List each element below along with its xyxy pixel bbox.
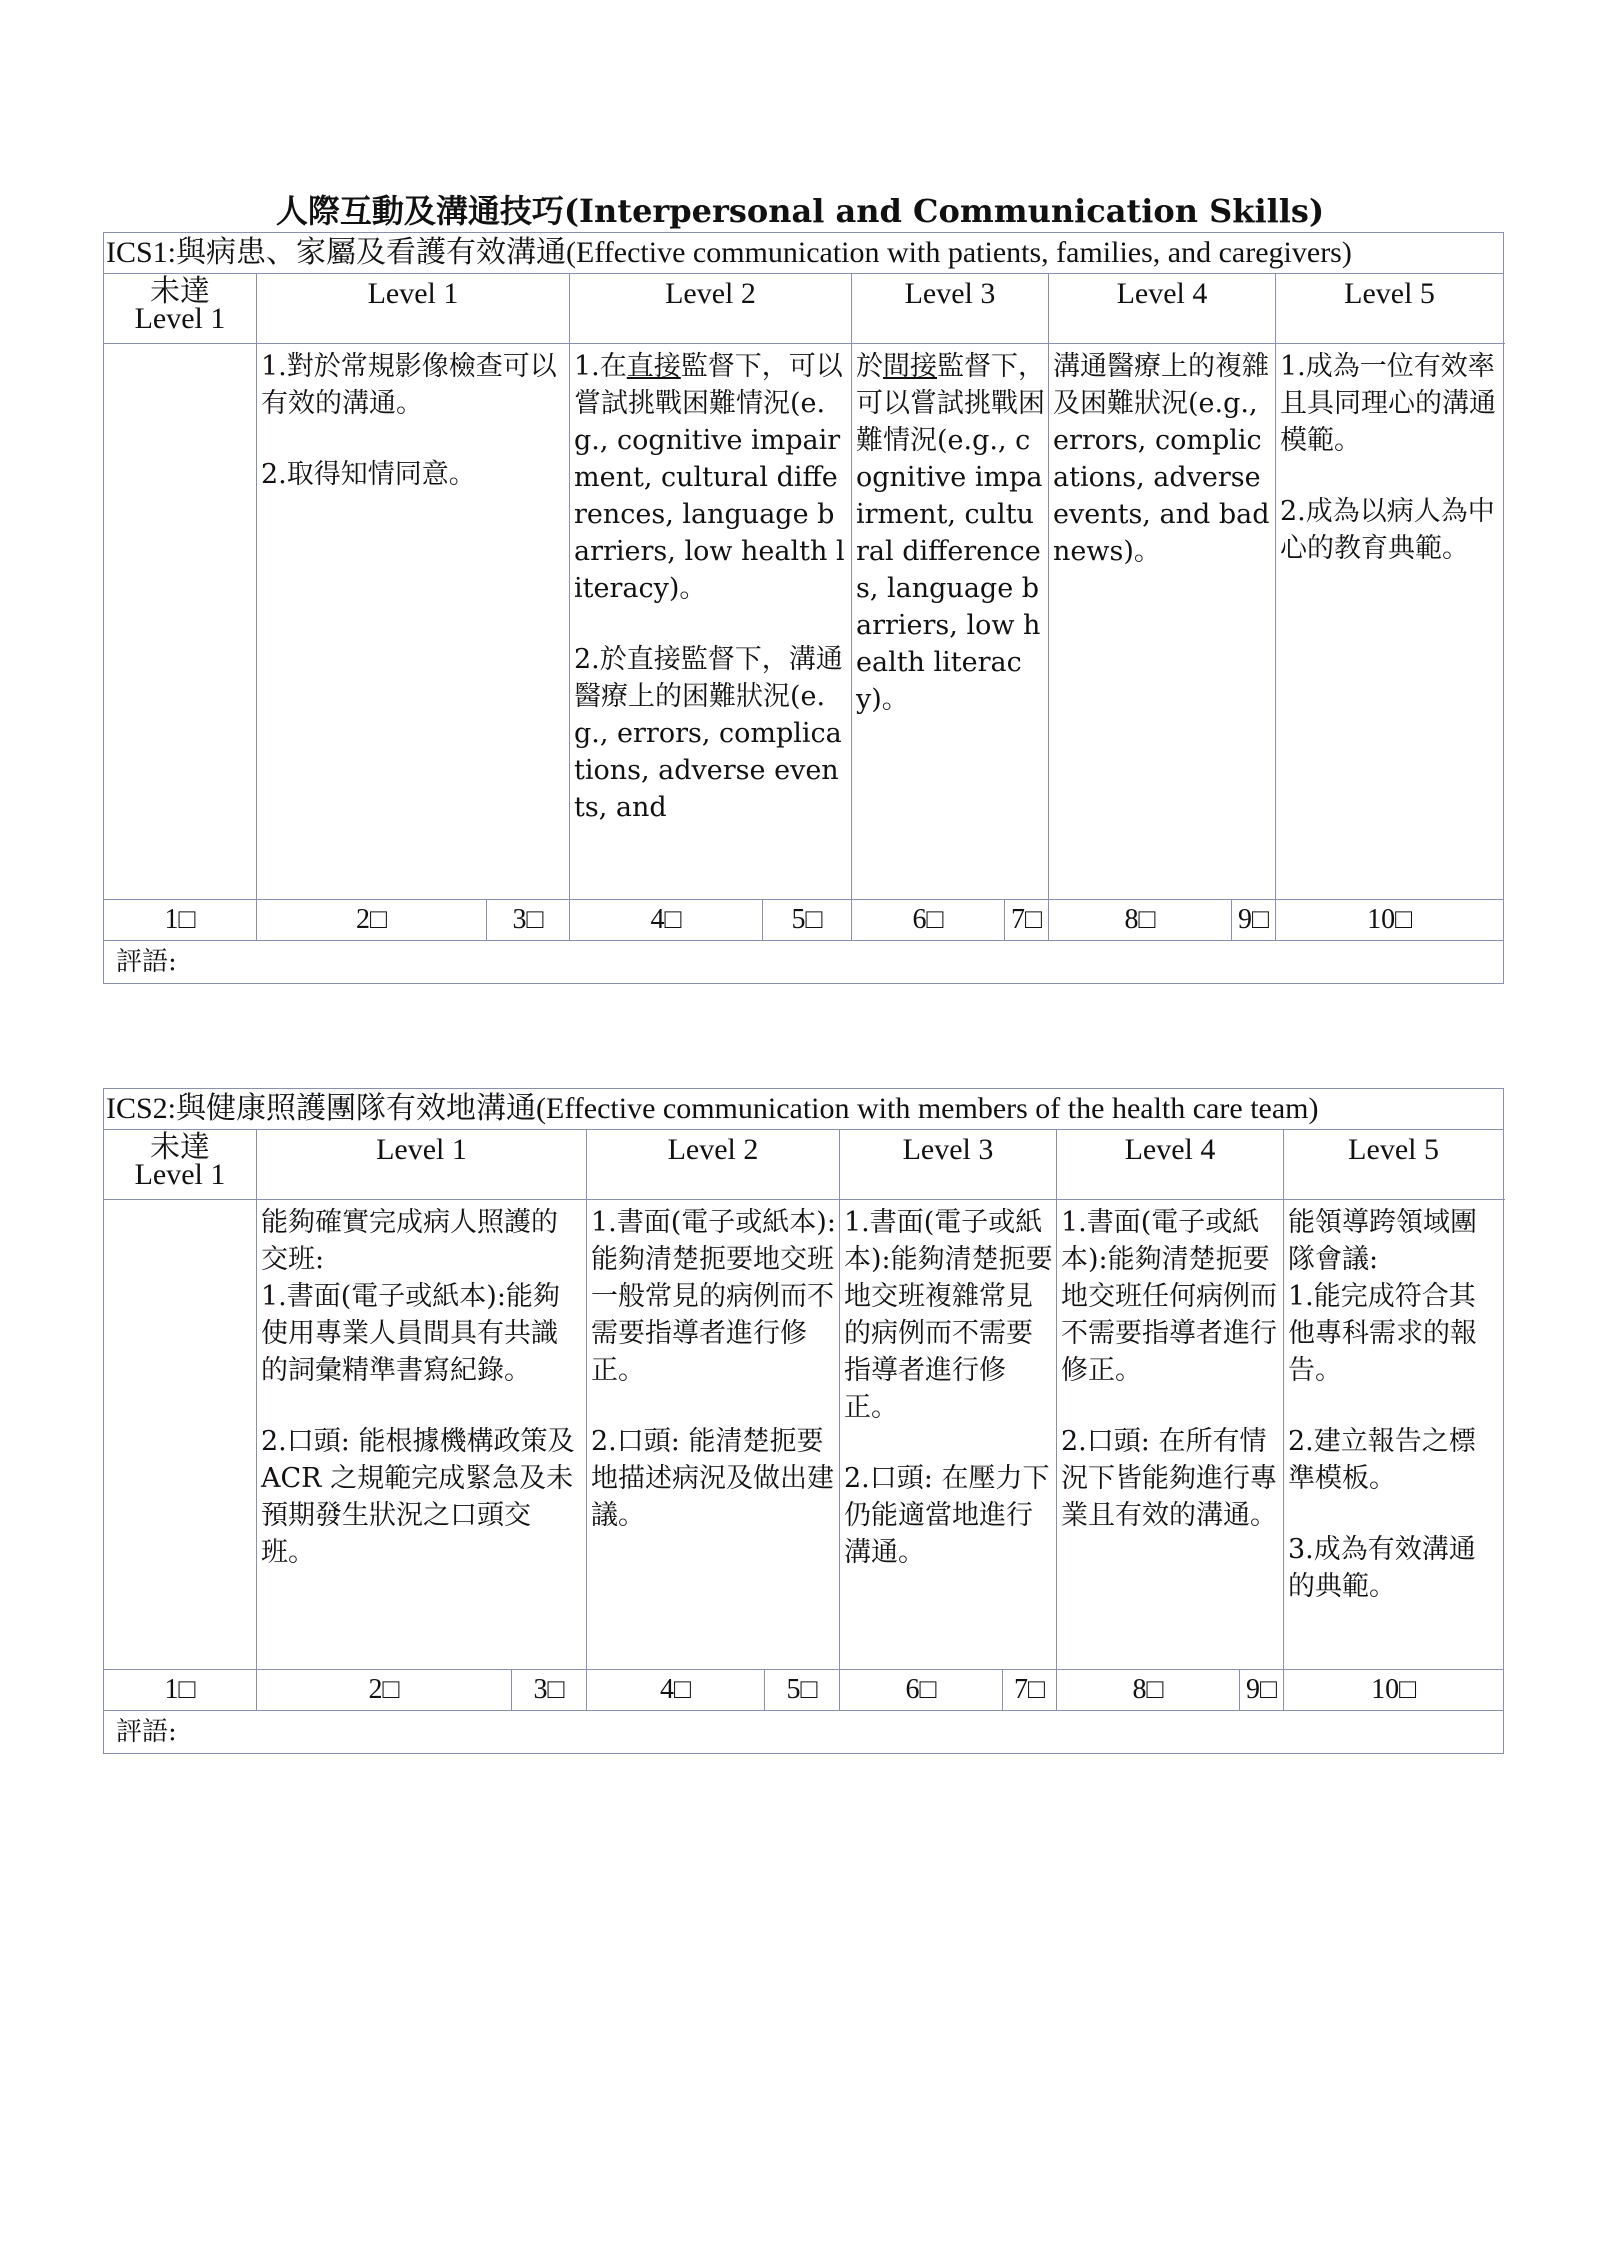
ics2-comment-label: 評語: bbox=[116, 1717, 177, 1747]
ics2-level3-item: 1.書面(電子或紙本):能夠清楚扼要地交班複雜常見的病例而不需要指導者進行修正。 bbox=[844, 1207, 1053, 1423]
ics2-header-level2: Level 2 bbox=[587, 1130, 840, 1200]
ics2-level5-item: 3.成為有效溝通的典範。 bbox=[1288, 1534, 1476, 1602]
ics1-level1-item: 1.對於常規影像檢查可以有效的溝通。 bbox=[261, 351, 557, 419]
ics2-not-met-cell bbox=[104, 1200, 257, 1670]
page-title: 人際互動及溝通技巧(Interpersonal and Communication Skills) bbox=[275, 192, 1325, 230]
ics2-level1-item: 2.口頭: 能根據機構政策及 ACR 之規範完成緊急及未預期發生狀況之口頭交班。 bbox=[261, 1426, 575, 1568]
ics2-level3-item: 2.口頭: 在壓力下仍能適當地進行溝通。 bbox=[844, 1463, 1050, 1568]
ics1-header-level1: Level 1 bbox=[257, 274, 570, 344]
ics1-score-5-checkbox[interactable]: 5□ bbox=[763, 900, 852, 941]
ics2-header-level1: Level 1 bbox=[257, 1130, 587, 1200]
ics1-header-not-met bbox=[104, 274, 257, 344]
ics2-table bbox=[103, 1088, 1504, 1754]
ics1-score-1-checkbox[interactable]: 1□ bbox=[104, 900, 257, 941]
ics2-header-level4: Level 4 bbox=[1057, 1130, 1284, 1200]
ics2-level4-desc bbox=[1057, 1200, 1284, 1670]
ics1-not-met-cell bbox=[104, 344, 257, 900]
ics2-header-level5: Level 5 bbox=[1284, 1130, 1504, 1200]
not-met-label: 未達 bbox=[150, 1131, 210, 1164]
ics1-level2-item1-rest: 監督下，可以嘗試挑戰困難情況(e.g., cognitive impairment, cultural differences, language barriers, low health literacy)。 bbox=[574, 351, 845, 604]
ics1-level4-item: 溝通醫療上的複雜及困難狀況(e.g., errors, complications, adverse events, and bad news)。 bbox=[1053, 351, 1270, 567]
ics2-score-1-checkbox[interactable]: 1□ bbox=[104, 1670, 257, 1711]
ics1-level3-rest: 監督下，可以嘗試挑戰困難情況(e.g., cognitive impairment, cultural differences, language barriers, low health literacy)。 bbox=[856, 351, 1045, 715]
ics2-level4-item: 1.書面(電子或紙本):能夠清楚扼要地交班任何病例而不需要指導者進行修正。 bbox=[1061, 1207, 1277, 1386]
ics1-level5-item: 2.成為以病人為中心的教育典範。 bbox=[1280, 496, 1495, 564]
not-met-level-label: Level 1 bbox=[134, 1158, 226, 1191]
not-met-level-label: Level 1 bbox=[134, 302, 226, 335]
ics2-level2-desc bbox=[587, 1200, 840, 1670]
ics2-score-4-checkbox[interactable]: 4□ bbox=[587, 1670, 765, 1711]
ics2-level5-item: 1.能完成符合其他專科需求的報告。 bbox=[1288, 1281, 1477, 1386]
ics2-level5-desc bbox=[1284, 1200, 1504, 1670]
ics1-score-6-checkbox[interactable]: 6□ bbox=[852, 900, 1005, 941]
ics1-comment-field[interactable] bbox=[104, 941, 1504, 984]
ics2-level2-item: 1.書面(電子或紙本):能夠清楚扼要地交班一般常見的病例而不需要指導者進行修正。 bbox=[591, 1207, 836, 1386]
ics1-score-3-checkbox[interactable]: 3□ bbox=[487, 900, 570, 941]
ics1-level2-item1-prefix: 1.在 bbox=[574, 351, 627, 382]
ics1-level5-desc bbox=[1276, 344, 1504, 900]
ics2-level5-item: 能領導跨領域團隊會議: bbox=[1288, 1207, 1477, 1275]
ics1-header-level2: Level 2 bbox=[570, 274, 852, 344]
ics1-caption: ICS1:與病患、家屬及看護有效溝通(Effective communication with patients, families, and caregivers) bbox=[104, 233, 1504, 274]
ics1-level2-desc bbox=[570, 344, 852, 900]
ics2-header-level3: Level 3 bbox=[840, 1130, 1057, 1200]
ics1-level5-item: 1.成為一位有效率且具同理心的溝通模範。 bbox=[1280, 351, 1496, 456]
ics1-table bbox=[103, 232, 1504, 984]
ics2-level5-item: 2.建立報告之標準模板。 bbox=[1288, 1426, 1476, 1494]
ics1-score-2-checkbox[interactable]: 2□ bbox=[257, 900, 487, 941]
ics2-score-3-checkbox[interactable]: 3□ bbox=[512, 1670, 587, 1711]
ics1-level3-desc bbox=[852, 344, 1049, 900]
ics2-score-10-checkbox[interactable]: 10□ bbox=[1284, 1670, 1504, 1711]
ics2-header-not-met bbox=[104, 1130, 257, 1200]
ics2-level3-desc bbox=[840, 1200, 1057, 1670]
ics1-level2-item2: 2.於直接監督下，溝通醫療上的困難狀況(e.g., errors, complications, adverse events, and bbox=[574, 644, 843, 823]
ics1-score-9-checkbox[interactable]: 9□ bbox=[1232, 900, 1276, 941]
ics2-score-5-checkbox[interactable]: 5□ bbox=[765, 1670, 840, 1711]
ics2-caption: ICS2:與健康照護團隊有效地溝通(Effective communication with members of the health care team) bbox=[104, 1089, 1504, 1130]
ics1-level2-item1 bbox=[574, 348, 849, 607]
ics1-header-level3: Level 3 bbox=[852, 274, 1049, 344]
ics2-score-8-checkbox[interactable]: 8□ bbox=[1057, 1670, 1240, 1711]
ics1-header-level5: Level 5 bbox=[1276, 274, 1504, 344]
ics2-level1-desc bbox=[257, 1200, 587, 1670]
ics2-score-9-checkbox[interactable]: 9□ bbox=[1240, 1670, 1284, 1711]
ics1-level3-indirect-underlined: 間接 bbox=[883, 351, 937, 382]
ics1-level4-desc bbox=[1049, 344, 1276, 900]
ics1-level3-prefix: 於 bbox=[856, 351, 883, 382]
ics1-score-8-checkbox[interactable]: 8□ bbox=[1049, 900, 1232, 941]
ics2-score-6-checkbox[interactable]: 6□ bbox=[840, 1670, 1003, 1711]
ics1-level1-desc bbox=[257, 344, 570, 900]
ics1-comment-label: 評語: bbox=[116, 947, 177, 977]
ics2-level1-item: 1.書面(電子或紙本):能夠使用專業人員間具有共識的詞彙精準書寫紀錄。 bbox=[261, 1281, 560, 1386]
ics2-level2-item: 2.口頭: 能清楚扼要地描述病況及做出建議。 bbox=[591, 1426, 834, 1531]
ics1-level3-item bbox=[856, 348, 1046, 718]
ics2-level4-item: 2.口頭: 在所有情況下皆能夠進行專業且有效的溝通。 bbox=[1061, 1426, 1277, 1531]
ics1-level1-item: 2.取得知情同意。 bbox=[261, 459, 476, 490]
not-met-label: 未達 bbox=[150, 275, 210, 308]
ics1-score-4-checkbox[interactable]: 4□ bbox=[570, 900, 763, 941]
ics1-level2-direct-underlined: 直接 bbox=[626, 351, 681, 382]
ics2-score-2-checkbox[interactable]: 2□ bbox=[257, 1670, 512, 1711]
ics1-score-10-checkbox[interactable]: 10□ bbox=[1276, 900, 1504, 941]
ics1-score-7-checkbox[interactable]: 7□ bbox=[1005, 900, 1049, 941]
ics1-header-level4: Level 4 bbox=[1049, 274, 1276, 344]
ics2-score-7-checkbox[interactable]: 7□ bbox=[1003, 1670, 1057, 1711]
ics2-comment-field[interactable] bbox=[104, 1711, 1504, 1754]
ics2-level1-item: 能夠確實完成病人照護的交班: bbox=[261, 1207, 558, 1275]
